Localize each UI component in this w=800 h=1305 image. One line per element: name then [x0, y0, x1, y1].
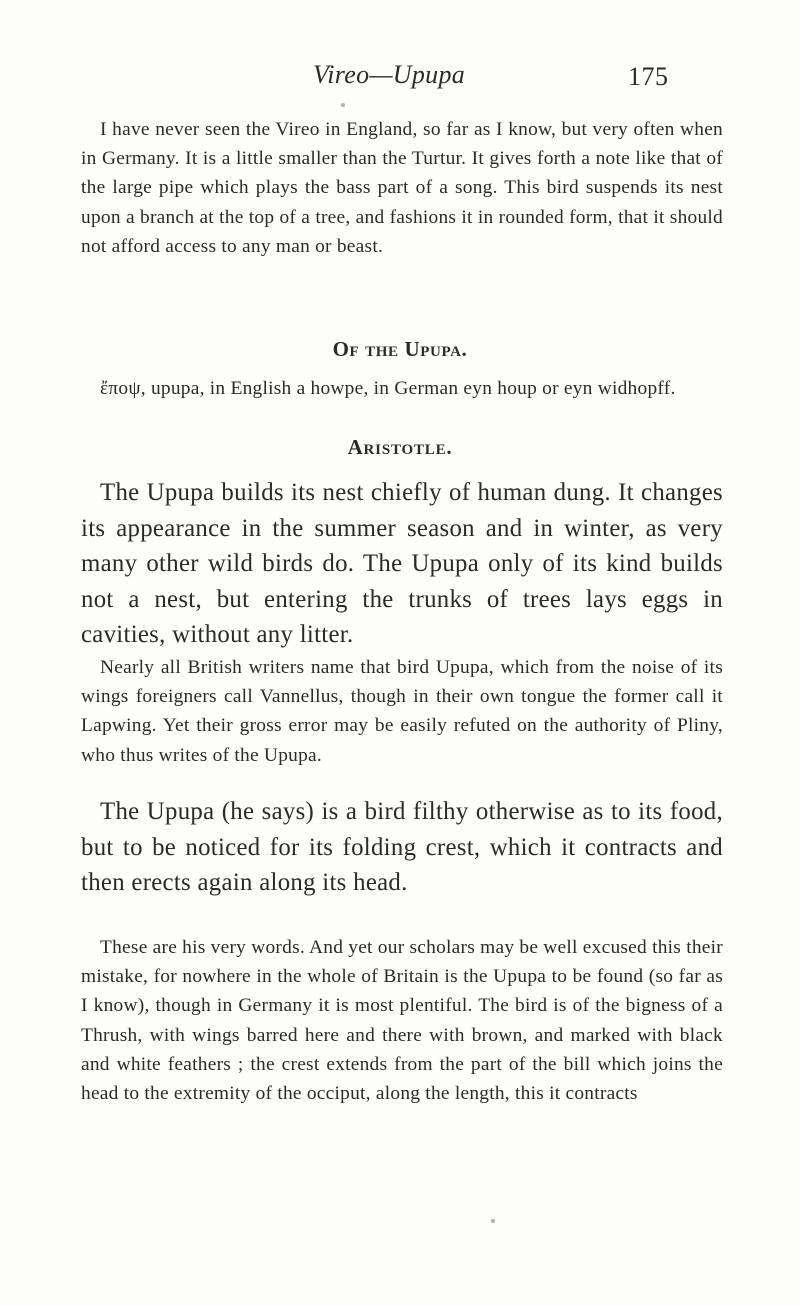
paragraph-names: ἔποψ, upupa, in English a howpe, in German eyn houp or eyn widhopff.: [100, 378, 676, 399]
section-heading-aristotle: Aristotle.: [347, 435, 453, 459]
running-head: [0, 60, 800, 100]
paper-speck: [491, 1219, 495, 1223]
page-number: 175: [628, 62, 669, 91]
paragraph-vireo: I have never seen the Vireo in England, so far as I know, but very often when in Germany. It is a little smaller than the Turtur. It gives forth a note like that of the large pipe which plays the bass part of a song. This bird suspends its nest upon a branch at the top of a tree, and fashions it in rounded form, that it should not afford access to any man or beast.: [81, 119, 723, 257]
paragraph-pliny-quote: The Upupa (he says) is a bird filthy otherwise as to its food, but to be noticed for its folding crest, which it contracts and then erects again along its head.: [81, 798, 723, 896]
paragraph-aristotle-quote: The Upupa builds its nest chiefly of human dung. It changes its appearance in the summer season and in winter, as very many other wild birds do. The Upupa only of its kind builds not a nest, but entering the trunks of trees lays eggs in cavities, without any litter.: [81, 479, 723, 648]
paper-speck: [341, 103, 345, 107]
section-heading-upupa: Of the Upupa.: [332, 337, 468, 361]
running-head-title: Vireo—Upupa: [313, 60, 466, 89]
paragraph-british-writers: Nearly all British writers name that bird Upupa, which from the noise of its wings foreigners call Vannellus, though in their own tongue the former call it Lapwing. Yet their gross error may be easily refuted on the authority of Pliny, who thus writes of the Upupa.: [81, 657, 723, 766]
paragraph-scholars: These are his very words. And yet our scholars may be well excused this their mistake, for nowhere in the whole of Britain is the Upupa to be found (so far as I know), though in Germany it is most plentiful. The bird is of the bigness of a Thrush, with wings barred here and there with brown, and marked with black and white feathers ; the crest extends from the part of the bill which joins the head to the extremity of the occiput, along the length, this it contracts: [81, 937, 723, 1105]
